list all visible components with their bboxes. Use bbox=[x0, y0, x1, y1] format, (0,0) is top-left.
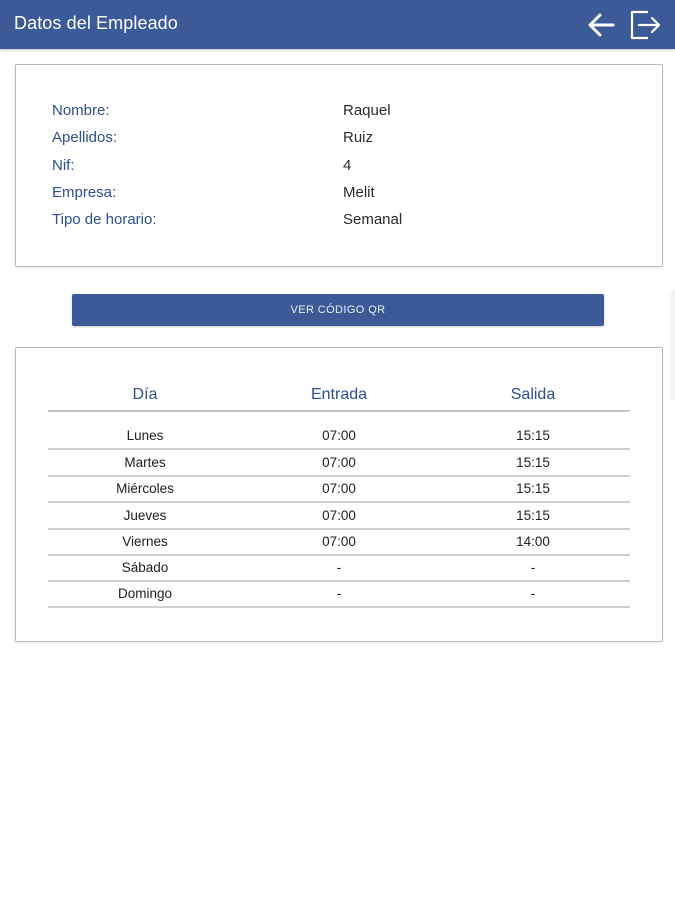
info-label: Empresa: bbox=[52, 184, 117, 201]
cell-entrada: 07:00 bbox=[322, 428, 356, 443]
info-row-nif bbox=[52, 157, 612, 181]
cell-entrada: - bbox=[336, 560, 342, 575]
info-value: Melit bbox=[343, 184, 375, 201]
cell-entrada: 07:00 bbox=[322, 508, 356, 523]
arrow-left-icon bbox=[586, 10, 616, 40]
info-value: Ruiz bbox=[343, 129, 374, 146]
back-button[interactable] bbox=[584, 8, 618, 42]
info-row-empresa bbox=[52, 184, 612, 208]
cell-entrada: 07:00 bbox=[322, 455, 356, 470]
info-label: Nombre: bbox=[52, 102, 110, 119]
view-qr-button[interactable]: VER CÓDIGO QR bbox=[72, 294, 604, 326]
cell-day: Viernes bbox=[122, 534, 168, 549]
cell-day: Jueves bbox=[123, 508, 167, 523]
cell-salida: 15:15 bbox=[516, 455, 550, 470]
table-row bbox=[48, 503, 630, 530]
cell-salida: - bbox=[530, 586, 536, 601]
table-row bbox=[48, 476, 630, 503]
info-label: Nif: bbox=[52, 157, 75, 174]
header-entrada: Entrada bbox=[310, 386, 368, 403]
cell-day: Domingo bbox=[117, 586, 173, 601]
info-value: 4 bbox=[343, 157, 352, 174]
table-row bbox=[48, 423, 630, 450]
scroll-edge-shadow bbox=[667, 290, 675, 400]
page-title: Datos del Empleado bbox=[14, 13, 178, 33]
header-dia: Día bbox=[132, 386, 158, 403]
cell-entrada: 07:00 bbox=[322, 534, 356, 549]
cell-day: Miércoles bbox=[116, 481, 174, 496]
table-row bbox=[48, 555, 630, 582]
info-label: Tipo de horario: bbox=[52, 211, 157, 228]
cell-day: Martes bbox=[124, 455, 166, 470]
info-row-tipo-horario bbox=[52, 211, 612, 235]
logout-button[interactable] bbox=[628, 8, 662, 42]
cell-day: Lunes bbox=[126, 428, 164, 443]
cell-entrada: 07:00 bbox=[322, 481, 356, 496]
cell-salida: 15:15 bbox=[516, 481, 550, 496]
cell-salida: 15:15 bbox=[516, 508, 550, 523]
info-value: Raquel bbox=[343, 102, 391, 119]
info-label: Apellidos: bbox=[52, 129, 118, 146]
cell-salida: - bbox=[530, 560, 536, 575]
info-row-nombre bbox=[52, 102, 612, 126]
table-row bbox=[48, 529, 630, 556]
logout-icon bbox=[628, 9, 662, 41]
table-row bbox=[48, 581, 630, 608]
cell-salida: 15:15 bbox=[516, 428, 550, 443]
cell-entrada: - bbox=[336, 586, 342, 601]
app-header bbox=[0, 0, 675, 49]
cell-salida: 14:00 bbox=[516, 534, 550, 549]
table-row bbox=[48, 450, 630, 477]
cell-day: Sábado bbox=[121, 560, 169, 575]
info-value: Semanal bbox=[343, 211, 403, 228]
employee-info-card bbox=[15, 64, 663, 267]
info-row-apellidos bbox=[52, 129, 612, 153]
schedule-card bbox=[15, 347, 663, 642]
schedule-header bbox=[48, 384, 630, 412]
header-salida: Salida bbox=[510, 386, 556, 403]
